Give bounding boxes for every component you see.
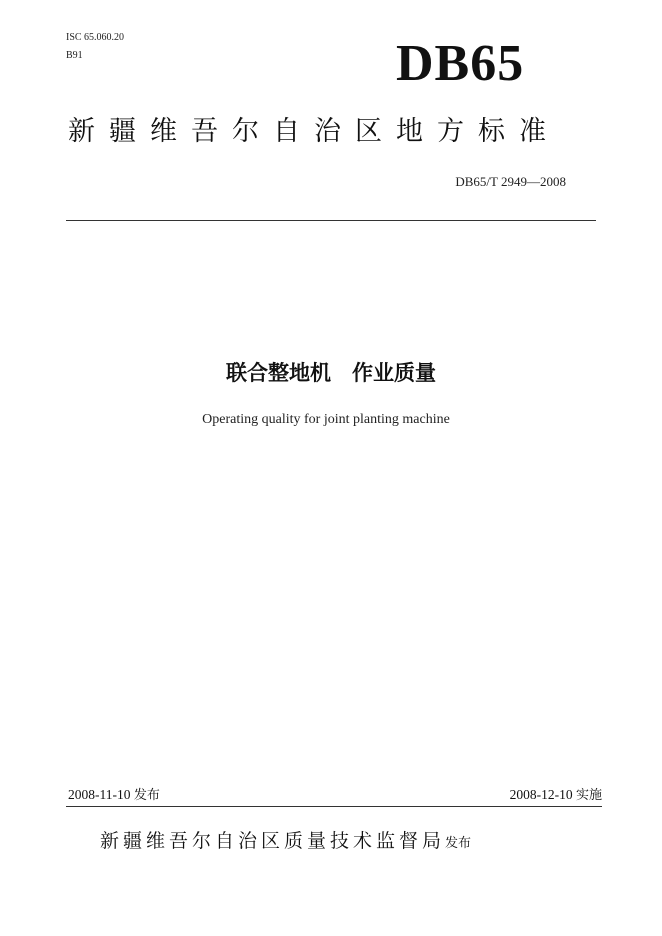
header-divider [66, 220, 596, 221]
issue-date-line [68, 786, 160, 805]
implement-date: 2008-12-10 [509, 787, 573, 802]
title-english: Operating quality for joint planting machine [202, 412, 450, 427]
standard-category: 新疆维吾尔自治区地方标准 [68, 116, 560, 147]
implement-label: 实施 [575, 788, 602, 803]
publisher-suffix: 发布 [445, 836, 472, 851]
footer-divider [66, 806, 602, 807]
issue-label: 发布 [133, 788, 160, 803]
title-chinese: 联合整地机 作业质量 [226, 361, 436, 385]
ics-code: ISC 65.060.20 [66, 32, 125, 43]
publisher-name: 新疆维吾尔自治区质量技术监督局 [100, 830, 446, 852]
issue-date: 2008-11-10 [68, 787, 131, 802]
ccs-code: B91 [66, 50, 83, 61]
standard-number: DB65/T 2949—2008 [455, 174, 566, 189]
implement-date-line [510, 786, 602, 805]
publisher-line [100, 826, 471, 859]
standard-logo: DB65 [396, 35, 525, 92]
